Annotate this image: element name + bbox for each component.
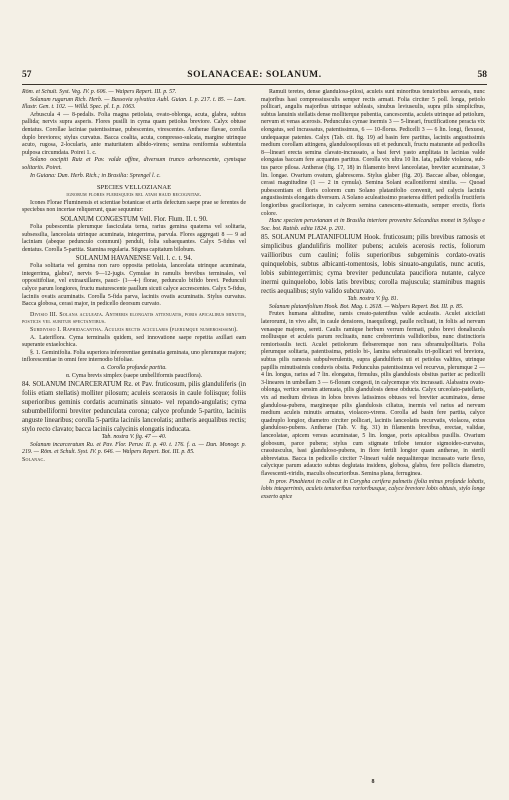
description-paragraph: Arbuscula 4 — 8-pedalis. Folia magna petiolata, ovato-oblonga, acuta, glabra, subtus pallida; nervis supra asperis. Flores pusilli in cyma quam petiolus breviore. Calyx obtuse dentatus. Corollae laciniae patentissimae, pubescentes, virescentes. Antherae flavae, corolla duplo breviores; stylus curvatus. Bacca coalita, acuta, compresso-sulcata, margine utrinque acuto, rugosa, 2-locularis, ante maturitatem albido-virens; semina reniformia subtentula pulposa circumdata. Poirei 1. c.	[22, 111, 246, 156]
description-paragraph: Folia pubescentia plerumque fasciculata terna, rarius gemina quaterna vel solitaria, subsessilia, lanceolata utrinque acuminata, integerrima, parvula. Flores aggregati 8 — 9 ad laciniam (abeque pedunculo communi) penduli, folia subaequantes. Calyx 5-fidus vel dentatus. Corolla 5-partita. Stamina regularia. Stigma capitatum bilobum.	[22, 223, 246, 253]
plate-reference: Tab. nostra V. fig. 47 — 40.	[101, 434, 167, 441]
page-header	[22, 70, 487, 84]
note-paragraph: Hanc speciem peruvianam et in Brasilia interiore provenire Selcandius monet in Syllogo e Soc. bot. Ratisb. edita 1824. p. 201.	[261, 218, 485, 232]
page-number-right: 58	[477, 70, 487, 80]
note-paragraph: Solano oocipiti Ruiz et Pav. valde affine, diversum trunco arborescente, cymisque solitariis. Poiret.	[22, 157, 246, 171]
reference-text: Röm. et Schult. Syst. Veg. IV. p. 606. — Walpers Repert. III. p. 57.	[22, 89, 177, 95]
intro-paragraph: Icones Florae Fluminensis et scientiae botanicae et artis defectum saepe prae se ferentes de speciebus non incertae reliquerunt, quae sequuntur:	[22, 199, 246, 214]
description-paragraph: Ramuli teretes, dense glandulosa-pilosi, aculeis sunt minoribus tenuioribus aeroeais, nunc majoribus hasi compressiusculis semper rectis armati. Folia circiter 5 poll. longa, petiolo pollicari, angulis majoribus utrinque subleais, sinubus leviuseulis, supra pilis simplicibus, subtus lanuinis stellatis dense molliterque pubentia, cancescentia, aculeis utrinque ad petiolum, nervum et venas acerosis. Pedunculus cymae inermis 3 — 5-lineari, fructificatione peracta vix elongatus, sed incrassatus, patentissimus, 6 — 10-florus. Pedicelli 3 — 6 lin. longi, flexuosi, undequaque patentes. Calyx (Tab. cit. fig. 19) ad basin fere partitus, laciniis angustissimis medium corollam attingens, glandulosopilosus uti et pedunculi, fructu maturante ad pedicellis 8—lineari erecta semina clavato-incrassato, a basi fervi yasto amplitata in lacinias valde elongatas baccam fere acquantes partitus. Corolla vix ultra 10 lin. lata, pallide violacea, sub-tus parce pilosa. Antherae (fig. 17, 18) in filamento brevi lanceolatae, breviter acuminatae, 3 lin. longae. Ovarium ovatum, glabrescens. Stylus glaber (fig. 20). Baccae albae, oblongae, cerasi magnitudine (1 — 2 in cymula). Semina Solani ecalloniformi similia. — Quoad pubescentiam et floris colorem cum Solano platanifolio convenit, sed calycis laciniis angustissimis elongatis diversum. A Solano aculeatissimo praeterea differt pedicellis fructiferis longioribus graciliorisque, in calycem semina canescens-attenuatis, semper erectis, floris colore.	[261, 89, 485, 217]
group-subheading: §. 1. Geminifolia. Folia superiora inferorentiae geminatia geminata, uno plerumque majore; inflorescentiae in omni fere internodio bifoliae.	[22, 349, 246, 364]
footer-note: Solanac.	[22, 456, 46, 463]
key-line: α. Cyma brevis simplex (saepe umbelliformis pauciflora).	[65, 372, 203, 379]
section-heading: SPECIES VELLOZIANAE	[96, 184, 172, 192]
right-column	[261, 89, 485, 779]
synonymy-text: Solanum rugarum Rich. Herb. — Bassovia sylvatica Aubl. Guian. I. p. 217. t. 85. — Lam. Illustr. Gen. t. 102. — Willd. Spec. pl. I. p. 1063.	[22, 96, 246, 111]
synonymy-text: Solanum incarceratum Ru. et Pav. Flor. Peruv. II. p. 40. t. 176. f. a. — Dun. Monogr. p. 219. — Röm. et Schult. Syst. IV. p. 646. — Walpers Repert. Bot. III. p. 85.	[22, 441, 246, 456]
subdivision-heading: Subdivisio I. Raphidacantha. Aculeis rectis acicularis (plerumque numerosissimi).	[30, 327, 238, 334]
running-title: SOLANACEAE: SOLANUM.	[187, 70, 322, 80]
locality-text: In prov. Pinahiensi in collie et in Corypha cerifera palmetis (folia minus profunde lobatis, lobis integerrimis, aculeis tenuioribus rarioribusque, calyce breviore lobis obtusis, stylo longe exserto apice	[261, 478, 485, 500]
species-heading: 84. SOLANUM INCARCERATUM Rz. et Pav. fruticosum, pilis glanduliferis (in foliis etiam stellatis) molliter pilosum; aculeis sceraosis in caule foliisque; foliis superioribus geminis cordatis acuminatis sinuato- vel repando-angulatis; cyma subumbelliformi breviter pedunculata corona; calyce profunde 5-partito, laciniis anguste linearibus; corolla 5-partita laciniis lanceolatis; antheris aequalibus rectis; stylo recto clavato; bacca laciniis calycinis elongatis inducata.	[22, 381, 246, 434]
synonymy-text: Solanum platanifolium Hook. Bot. Mag. t. 2618. — Walpers Repert. Bot. III. p. 85.	[269, 303, 464, 310]
key-line: a. Corolla profunde partita.	[101, 365, 167, 371]
left-column	[22, 89, 246, 779]
species-heading: 85. SOLANUM PLATANIFOLIUM Hook. fruticosum; pilis brevibus ramosis et simplicibus glandulifiris molliter pubens; aculeis acerosis rectis, foliorum vaillioribus cum caulini; foliis superioribus subgeminis cordato-ovatis quinquelobis, subtus albicanti-tomentosis, lobis sinuato-angulatis, nunc acutis, lobis subintegerrimis; cyma breviter pedunculata paucifiora nutante, calyce inermi quinquelobo, lobis latis brevibus; corolla majuscula; staminibus magnis rectis aequalibus; stylo valido subcurvato.	[261, 234, 485, 296]
page-number-left: 57	[22, 70, 32, 80]
locality-text: In Guiana: Dun. Herb. Rich.; in Brasilia: Sprengel l. c.	[30, 172, 161, 179]
section-subheading: ignorum flores plerisqueis rel atam haud recognitae.	[66, 192, 202, 199]
signature-mark: 8	[371, 779, 375, 785]
description-paragraph: Folia solitaria vel gemina non raro opposita petiolata, lanceolata utrinque acuminata, integerrima, glabra?, nervis 9—12-jugis. Cymulae in ramulis brevibus terminales, vel oppositifoliae, vel extraaxillares, pauci- (1—4-) florae, pedunculo bifido brevi. Pedunculi calyce parum longiores, fructu maturescente paullum sicuti calyce accrescentes. Calyx 5-fidus, laciniis ovatis acuminatis. Corolla 5-fida parva, laciniis ovatis acuminatis. Stylus curvatus. Bacca globosa, cerasi major, in pedicello deorsum curvato.	[22, 263, 246, 308]
description-paragraph: Frutex humana altitudine, ramis creato-patentibus valde aculeatis. Aculei aicicilati laterorumi, in vivo albi, in caule densiores, inaequilongi, paulle recliuati, in foliis ad nervum venasque majores, sereti. Caulis ramique herbum verrum fermati, pubo brevi donaliuculs molliusque et aculeis parum recliuaits, nunc crebrerrimis vallidioribus, nunc distinctioris remiorissulis tecti. Aculei petiolorum flebseremque non rara sibramulpollitaris. Folia plerumque solitaria, patentissima, petiolo bi-, lamina sebrusionalis tri-pollicari vel breviora, subtus pilis ramosis subpulverulentis, supra glanduliferis uti et petiolus valtites, utrinque papillis minutissimis conduvis obsita. Pedunculus patentissimus vel recurvus, plerumque 2 — 4 lin. longus, rarius ad 7 lin. elongatus, firmulus, pilis glandulosis obsitus pariter ac pedicelli 3-lineares in umbellam 3 — 6-floram congesti, in calycemque vix incrassati. Alabastra ovato-oblonga, vertice sensim attenuata, pilis glandulosis dense obducta. Calyx urceolato-patellaris, vix ad medium divisus in lobos breves latissimos obtusos vel breviter acuminatos, dense glandulosa-pubens, margineque pilis glandulosis ciliatus, inermis vel rarius ad nervum medium aculeis minutis armatus, violaceo-virens. Corolla ad basin fere partita, calyce quadruplo longior, diametro circiter pollicari, laciniis lanceolatis recurvatis, violacea, extus glanduloso-pubens. Antherae (Tab. V. fig. 31) in filamentis brevibus, erectae, validae, lanceolatae, apicem versus acuminatae, 5 lin. longae, poris apicalibus pusillis. Ovarium globosum, parce pubens; stylus cum stigmate trilobe tenuior sigmoideo-curvatus, crassiusculus, basi glanduloso-pubens, in flore fertili longior quam antherae, in sterili abbreviatus. Bacca in pedicello circiter 7-lineari valde nequaliterque incrassato varie flexo, calycique parum adaucto subtus deglutata insidens, globosa, glabra, fere pollicis diametro, flavescenti-viridis, maculis obscurioribus. Semina plana, ferruginea.	[261, 311, 485, 477]
species-heading: SOLANUM HAVANENSE Vell. l. c. t. 94.	[75, 255, 193, 263]
species-heading: SOLANUM CONGESTUM Vell. Flor. Flum. II. t. 90.	[60, 215, 208, 223]
division-heading: Divisio III. Solana aculeata. Antheris elongatis attenuatis, poris apicalibus minutis, posticis vel subitur spectantibus.	[22, 311, 246, 326]
group-heading: A. Lateriflora. Cyma terminalis quidem, sed innovatione saepe repetita axillari eam superante extaelochica.	[22, 334, 246, 349]
header-rule	[22, 84, 487, 85]
plate-reference: Tab. nostra V. fig. 81.	[347, 296, 399, 303]
